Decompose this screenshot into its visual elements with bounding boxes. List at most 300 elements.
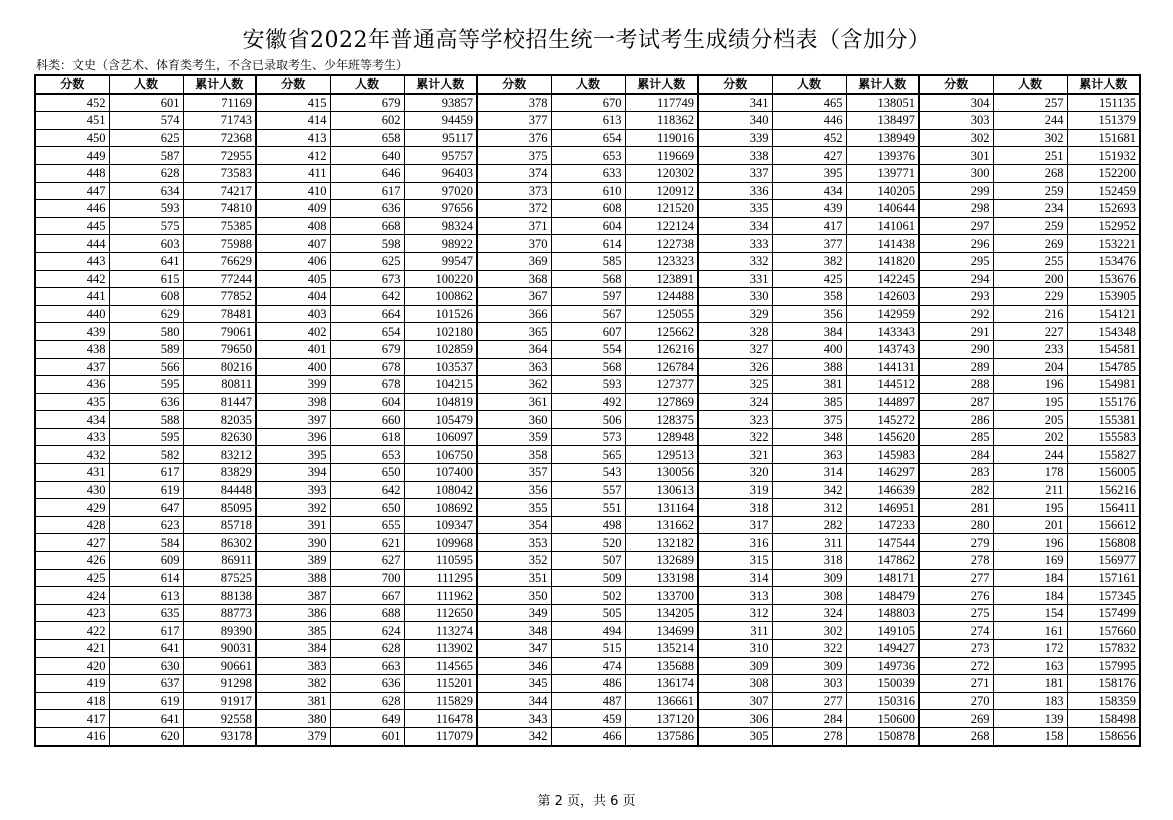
count-cell: 617: [330, 182, 404, 200]
count-cell: 601: [109, 94, 183, 112]
score-cell: 439: [35, 323, 109, 341]
count-cell: 474: [551, 657, 625, 675]
count-cell: 417: [772, 217, 846, 235]
cumulative-cell: 156216: [1067, 481, 1140, 499]
cumulative-cell: 141061: [846, 217, 919, 235]
count-cell: 609: [109, 552, 183, 570]
cumulative-cell: 105479: [404, 411, 477, 429]
count-cell: 425: [772, 270, 846, 288]
count-cell: 604: [551, 217, 625, 235]
score-cell: 411: [256, 164, 330, 182]
count-cell: 557: [551, 481, 625, 499]
count-cell: 660: [330, 411, 404, 429]
count-cell: 184: [993, 569, 1067, 587]
score-cell: 309: [698, 657, 772, 675]
count-cell: 625: [109, 129, 183, 147]
score-cell: 336: [698, 182, 772, 200]
count-cell: 251: [993, 147, 1067, 165]
cumulative-cell: 135214: [625, 640, 698, 658]
cumulative-cell: 97020: [404, 182, 477, 200]
count-cell: 492: [551, 393, 625, 411]
score-cell: 327: [698, 340, 772, 358]
count-cell: 384: [772, 323, 846, 341]
cumulative-cell: 126784: [625, 358, 698, 376]
count-cell: 515: [551, 640, 625, 658]
table-row: [35, 534, 1140, 552]
score-cell: 446: [35, 200, 109, 218]
cumulative-cell: 102859: [404, 340, 477, 358]
score-cell: 370: [477, 235, 551, 253]
count-cell: 309: [772, 657, 846, 675]
count-cell: 647: [109, 499, 183, 517]
score-cell: 364: [477, 340, 551, 358]
score-cell: 399: [256, 376, 330, 394]
score-cell: 331: [698, 270, 772, 288]
cumulative-cell: 154581: [1067, 340, 1140, 358]
cumulative-cell: 144897: [846, 393, 919, 411]
score-cell: 369: [477, 252, 551, 270]
cumulative-cell: 155827: [1067, 446, 1140, 464]
score-cell: 398: [256, 393, 330, 411]
cumulative-cell: 152459: [1067, 182, 1140, 200]
score-cell: 347: [477, 640, 551, 658]
cumulative-cell: 120302: [625, 164, 698, 182]
table-row: [35, 358, 1140, 376]
score-header: 分数: [256, 75, 330, 94]
score-cell: 448: [35, 164, 109, 182]
cumulative-cell: 156411: [1067, 499, 1140, 517]
cumulative-cell: 137120: [625, 710, 698, 728]
count-cell: 184: [993, 587, 1067, 605]
score-cell: 403: [256, 305, 330, 323]
score-cell: 372: [477, 200, 551, 218]
score-cell: 422: [35, 622, 109, 640]
count-cell: 439: [772, 200, 846, 218]
count-cell: 610: [551, 182, 625, 200]
cumulative-cell: 98324: [404, 217, 477, 235]
cumulative-cell: 91917: [183, 692, 256, 710]
score-header: 分数: [477, 75, 551, 94]
count-cell: 589: [109, 340, 183, 358]
score-cell: 293: [919, 288, 993, 306]
cumulative-cell: 115829: [404, 692, 477, 710]
cumulative-cell: 157832: [1067, 640, 1140, 658]
cumulative-cell: 130056: [625, 464, 698, 482]
count-cell: 653: [330, 446, 404, 464]
score-cell: 402: [256, 323, 330, 341]
score-cell: 423: [35, 604, 109, 622]
cumulative-cell: 86911: [183, 552, 256, 570]
cumulative-cell: 154785: [1067, 358, 1140, 376]
count-cell: 234: [993, 200, 1067, 218]
count-cell: 385: [772, 393, 846, 411]
count-cell: 375: [772, 411, 846, 429]
cumulative-cell: 123323: [625, 252, 698, 270]
cumulative-cell: 132689: [625, 552, 698, 570]
table-row: [35, 147, 1140, 165]
score-cell: 368: [477, 270, 551, 288]
cumulative-cell: 109968: [404, 534, 477, 552]
count-cell: 452: [772, 129, 846, 147]
table-row: [35, 340, 1140, 358]
header-row: [35, 75, 1140, 94]
count-cell: 494: [551, 622, 625, 640]
count-cell: 312: [772, 499, 846, 517]
count-cell: 204: [993, 358, 1067, 376]
count-cell: 358: [772, 288, 846, 306]
score-cell: 307: [698, 692, 772, 710]
cumulative-cell: 131662: [625, 516, 698, 534]
count-cell: 654: [330, 323, 404, 341]
score-cell: 350: [477, 587, 551, 605]
cumulative-cell: 126216: [625, 340, 698, 358]
score-cell: 394: [256, 464, 330, 482]
count-cell: 640: [330, 147, 404, 165]
score-cell: 270: [919, 692, 993, 710]
cumulative-cell: 108042: [404, 481, 477, 499]
score-cell: 278: [919, 552, 993, 570]
cumulative-cell: 124488: [625, 288, 698, 306]
count-cell: 486: [551, 675, 625, 693]
count-cell: 507: [551, 552, 625, 570]
cumulative-cell: 147233: [846, 516, 919, 534]
score-cell: 312: [698, 604, 772, 622]
count-cell: 700: [330, 569, 404, 587]
cumulative-cell: 117079: [404, 727, 477, 745]
score-cell: 357: [477, 464, 551, 482]
score-cell: 288: [919, 376, 993, 394]
table-row: [35, 323, 1140, 341]
count-cell: 196: [993, 534, 1067, 552]
score-cell: 410: [256, 182, 330, 200]
score-cell: 304: [919, 94, 993, 112]
score-cell: 420: [35, 657, 109, 675]
score-cell: 442: [35, 270, 109, 288]
count-cell: 303: [772, 675, 846, 693]
cumulative-cell: 75988: [183, 235, 256, 253]
score-header: 分数: [35, 75, 109, 94]
count-cell: 229: [993, 288, 1067, 306]
score-cell: 271: [919, 675, 993, 693]
count-cell: 621: [330, 534, 404, 552]
count-cell: 465: [772, 94, 846, 112]
count-cell: 629: [109, 305, 183, 323]
count-cell: 642: [330, 481, 404, 499]
cumulative-cell: 157660: [1067, 622, 1140, 640]
count-cell: 233: [993, 340, 1067, 358]
score-cell: 291: [919, 323, 993, 341]
cumulative-cell: 130613: [625, 481, 698, 499]
score-cell: 298: [919, 200, 993, 218]
count-cell: 395: [772, 164, 846, 182]
cumulative-cell: 77244: [183, 270, 256, 288]
score-cell: 440: [35, 305, 109, 323]
cumulative-cell: 155381: [1067, 411, 1140, 429]
score-cell: 292: [919, 305, 993, 323]
score-cell: 435: [35, 393, 109, 411]
score-cell: 341: [698, 94, 772, 112]
score-cell: 299: [919, 182, 993, 200]
cumulative-cell: 107400: [404, 464, 477, 482]
score-cell: 332: [698, 252, 772, 270]
score-cell: 374: [477, 164, 551, 182]
count-cell: 654: [551, 129, 625, 147]
score-cell: 386: [256, 604, 330, 622]
cumulative-cell: 158359: [1067, 692, 1140, 710]
count-cell: 259: [993, 182, 1067, 200]
cumulative-cell: 131164: [625, 499, 698, 517]
cumulative-cell: 156005: [1067, 464, 1140, 482]
score-cell: 321: [698, 446, 772, 464]
cumulative-cell: 111962: [404, 587, 477, 605]
score-cell: 310: [698, 640, 772, 658]
page-footer: 第 2 页，共 6 页: [537, 794, 636, 809]
cumulative-cell: 117749: [625, 94, 698, 112]
score-cell: 333: [698, 235, 772, 253]
count-cell: 388: [772, 358, 846, 376]
table-body: [35, 94, 1140, 746]
count-cell: 257: [993, 94, 1067, 112]
cumulative-cell: 151135: [1067, 94, 1140, 112]
cumulative-cell: 97656: [404, 200, 477, 218]
cumulative-cell: 158176: [1067, 675, 1140, 693]
count-header: 人数: [993, 75, 1067, 94]
count-cell: 377: [772, 235, 846, 253]
cumulative-cell: 146297: [846, 464, 919, 482]
score-cell: 424: [35, 587, 109, 605]
score-cell: 308: [698, 675, 772, 693]
score-cell: 338: [698, 147, 772, 165]
score-cell: 295: [919, 252, 993, 270]
cumulative-cell: 153221: [1067, 235, 1140, 253]
count-cell: 322: [772, 640, 846, 658]
cumulative-cell: 109347: [404, 516, 477, 534]
score-cell: 373: [477, 182, 551, 200]
cumulative-cell: 135688: [625, 657, 698, 675]
cumulative-cell: 147862: [846, 552, 919, 570]
score-cell: 418: [35, 692, 109, 710]
score-cell: 328: [698, 323, 772, 341]
table-row: [35, 622, 1140, 640]
score-cell: 294: [919, 270, 993, 288]
count-cell: 584: [109, 534, 183, 552]
score-cell: 445: [35, 217, 109, 235]
cumulative-cell: 82630: [183, 428, 256, 446]
score-cell: 371: [477, 217, 551, 235]
cumulative-cell: 158656: [1067, 727, 1140, 745]
count-cell: 667: [330, 587, 404, 605]
cumulative-cell: 149736: [846, 657, 919, 675]
cumulative-header: 累计人数: [625, 75, 698, 94]
count-cell: 649: [330, 710, 404, 728]
cumulative-cell: 151379: [1067, 112, 1140, 130]
table-row: [35, 112, 1140, 130]
score-cell: 316: [698, 534, 772, 552]
count-cell: 608: [551, 200, 625, 218]
count-cell: 509: [551, 569, 625, 587]
count-cell: 655: [330, 516, 404, 534]
count-cell: 595: [109, 376, 183, 394]
count-cell: 278: [772, 727, 846, 745]
cumulative-cell: 157345: [1067, 587, 1140, 605]
count-cell: 308: [772, 587, 846, 605]
count-cell: 566: [109, 358, 183, 376]
score-cell: 428: [35, 516, 109, 534]
cumulative-cell: 150316: [846, 692, 919, 710]
count-cell: 641: [109, 640, 183, 658]
score-cell: 354: [477, 516, 551, 534]
count-cell: 196: [993, 376, 1067, 394]
score-cell: 289: [919, 358, 993, 376]
score-cell: 393: [256, 481, 330, 499]
count-cell: 670: [551, 94, 625, 112]
cumulative-cell: 133700: [625, 587, 698, 605]
table-row: [35, 464, 1140, 482]
count-cell: 269: [993, 235, 1067, 253]
score-cell: 301: [919, 147, 993, 165]
count-cell: 613: [109, 587, 183, 605]
count-cell: 641: [109, 710, 183, 728]
count-cell: 172: [993, 640, 1067, 658]
cumulative-cell: 88138: [183, 587, 256, 605]
count-header: 人数: [330, 75, 404, 94]
count-cell: 580: [109, 323, 183, 341]
cumulative-cell: 144512: [846, 376, 919, 394]
count-cell: 311: [772, 534, 846, 552]
score-cell: 360: [477, 411, 551, 429]
score-cell: 334: [698, 217, 772, 235]
cumulative-cell: 87525: [183, 569, 256, 587]
score-cell: 287: [919, 393, 993, 411]
count-cell: 597: [551, 288, 625, 306]
table-row: [35, 710, 1140, 728]
cumulative-cell: 134699: [625, 622, 698, 640]
score-cell: 421: [35, 640, 109, 658]
count-cell: 505: [551, 604, 625, 622]
count-cell: 627: [330, 552, 404, 570]
score-cell: 297: [919, 217, 993, 235]
table-row: [35, 692, 1140, 710]
score-cell: 432: [35, 446, 109, 464]
cumulative-cell: 80811: [183, 376, 256, 394]
count-header: 人数: [772, 75, 846, 94]
cumulative-cell: 157161: [1067, 569, 1140, 587]
count-cell: 356: [772, 305, 846, 323]
score-cell: 325: [698, 376, 772, 394]
score-cell: 320: [698, 464, 772, 482]
count-cell: 446: [772, 112, 846, 130]
cumulative-cell: 79061: [183, 323, 256, 341]
cumulative-cell: 138949: [846, 129, 919, 147]
table-row: [35, 252, 1140, 270]
cumulative-cell: 141820: [846, 252, 919, 270]
cumulative-cell: 145620: [846, 428, 919, 446]
count-cell: 588: [109, 411, 183, 429]
cumulative-cell: 111295: [404, 569, 477, 587]
cumulative-cell: 143743: [846, 340, 919, 358]
cumulative-header: 累计人数: [404, 75, 477, 94]
score-cell: 437: [35, 358, 109, 376]
cumulative-cell: 144131: [846, 358, 919, 376]
count-cell: 634: [109, 182, 183, 200]
count-cell: 498: [551, 516, 625, 534]
count-cell: 348: [772, 428, 846, 446]
cumulative-cell: 136174: [625, 675, 698, 693]
cumulative-cell: 149105: [846, 622, 919, 640]
cumulative-cell: 140205: [846, 182, 919, 200]
score-cell: 313: [698, 587, 772, 605]
count-cell: 575: [109, 217, 183, 235]
score-cell: 444: [35, 235, 109, 253]
count-cell: 614: [109, 569, 183, 587]
cumulative-cell: 153676: [1067, 270, 1140, 288]
count-cell: 466: [551, 727, 625, 745]
cumulative-cell: 81447: [183, 393, 256, 411]
cumulative-cell: 157499: [1067, 604, 1140, 622]
count-cell: 324: [772, 604, 846, 622]
score-cell: 353: [477, 534, 551, 552]
count-cell: 678: [330, 376, 404, 394]
cumulative-cell: 74810: [183, 200, 256, 218]
count-cell: 259: [993, 217, 1067, 235]
table-row: [35, 587, 1140, 605]
count-cell: 619: [109, 692, 183, 710]
cumulative-cell: 116478: [404, 710, 477, 728]
score-cell: 335: [698, 200, 772, 218]
score-cell: 409: [256, 200, 330, 218]
cumulative-cell: 142603: [846, 288, 919, 306]
cumulative-cell: 96403: [404, 164, 477, 182]
count-header: 人数: [551, 75, 625, 94]
cumulative-cell: 110595: [404, 552, 477, 570]
table-row: [35, 604, 1140, 622]
count-cell: 624: [330, 622, 404, 640]
score-cell: 412: [256, 147, 330, 165]
cumulative-cell: 90661: [183, 657, 256, 675]
count-cell: 679: [330, 340, 404, 358]
count-cell: 227: [993, 323, 1067, 341]
cumulative-cell: 140644: [846, 200, 919, 218]
count-cell: 302: [993, 129, 1067, 147]
score-cell: 408: [256, 217, 330, 235]
cumulative-cell: 150878: [846, 727, 919, 745]
score-cell: 429: [35, 499, 109, 517]
score-cell: 272: [919, 657, 993, 675]
cumulative-cell: 80216: [183, 358, 256, 376]
score-cell: 330: [698, 288, 772, 306]
cumulative-cell: 153476: [1067, 252, 1140, 270]
count-cell: 615: [109, 270, 183, 288]
cumulative-cell: 142245: [846, 270, 919, 288]
count-cell: 567: [551, 305, 625, 323]
cumulative-cell: 92558: [183, 710, 256, 728]
cumulative-cell: 128375: [625, 411, 698, 429]
cumulative-cell: 129513: [625, 446, 698, 464]
cumulative-cell: 146951: [846, 499, 919, 517]
count-cell: 382: [772, 252, 846, 270]
cumulative-cell: 112650: [404, 604, 477, 622]
count-cell: 628: [109, 164, 183, 182]
score-cell: 379: [256, 727, 330, 745]
score-cell: 283: [919, 464, 993, 482]
score-cell: 326: [698, 358, 772, 376]
score-cell: 376: [477, 129, 551, 147]
score-cell: 323: [698, 411, 772, 429]
cumulative-cell: 94459: [404, 112, 477, 130]
score-cell: 286: [919, 411, 993, 429]
score-cell: 375: [477, 147, 551, 165]
score-cell: 366: [477, 305, 551, 323]
